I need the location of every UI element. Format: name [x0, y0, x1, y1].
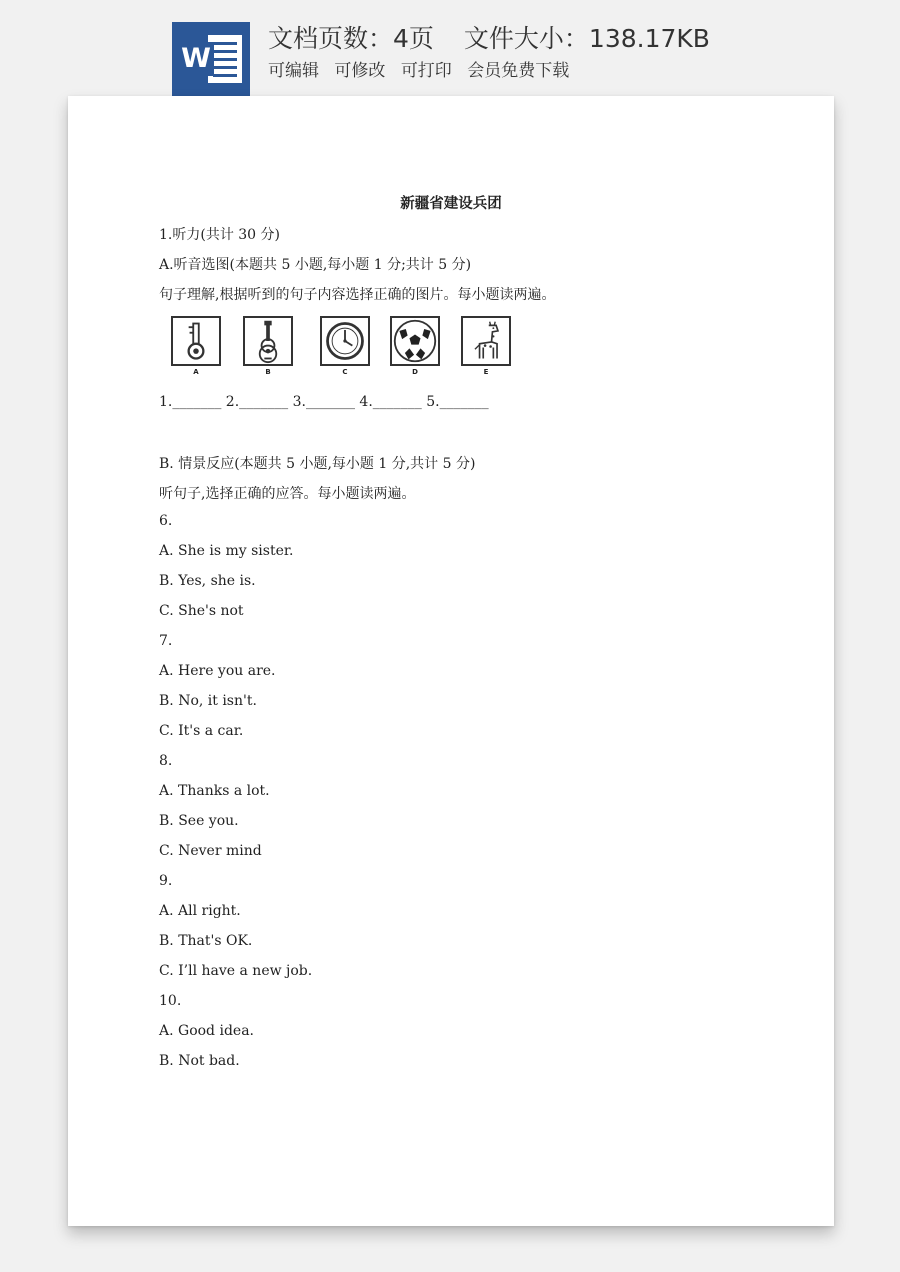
picture-c: [320, 316, 370, 366]
question-8-option-a: A. Thanks a lot.: [159, 783, 270, 799]
header-banner: [0, 0, 900, 96]
question-9-option-b: B. That's OK.: [159, 933, 253, 949]
guitar-icon: [245, 318, 291, 364]
word-letter: W: [178, 42, 214, 76]
clock-icon: [322, 318, 368, 364]
question-7-option-c: C. It's a car.: [159, 723, 244, 739]
question-6-option-a: A. She is my sister.: [159, 543, 294, 559]
picture-a-label: A: [193, 368, 199, 376]
file-size: 文件大小：138.17KB: [463, 24, 710, 53]
document-title: 新疆省建设兵团: [400, 195, 502, 212]
feature-editable: 可编辑: [268, 61, 319, 81]
part-a-heading: A.听音选图(本题共 5 小题,每小题 1 分;共计 5 分): [159, 257, 472, 273]
question-9-option-a: A. All right.: [159, 903, 241, 919]
question-8-option-c: C. Never mind: [159, 843, 262, 859]
key-icon: [173, 318, 219, 364]
picture-b: [243, 316, 293, 366]
section-listening-heading: 1.听力(共计 30 分): [159, 227, 280, 243]
question-6-number: 6.: [159, 513, 173, 529]
feature-printable: 可打印: [400, 61, 452, 81]
question-6-option-b: B. Yes, she is.: [159, 573, 256, 589]
question-7-option-b: B. No, it isn't.: [159, 693, 257, 709]
answer-blanks-1-5: 1._______ 2._______ 3._______ 4._______ 5._______: [159, 394, 489, 410]
part-a-instruction: 句子理解,根据听到的句子内容选择正确的图片。每小题读两遍。: [159, 287, 556, 303]
question-8-option-b: B. See you.: [159, 813, 239, 829]
question-7-option-a: A. Here you are.: [159, 663, 276, 679]
feature-modifiable: 可修改: [334, 61, 386, 81]
giraffe-icon: [463, 318, 509, 364]
question-10-option-a: A. Good idea.: [159, 1023, 254, 1039]
picture-d: [390, 316, 440, 366]
question-6-option-c: C. She's not: [159, 603, 244, 619]
doc-info-line: [268, 19, 710, 55]
question-10-option-b: B. Not bad.: [159, 1053, 240, 1069]
document-page: [68, 96, 834, 1226]
picture-b-label: B: [265, 368, 271, 376]
feature-member-download: 会员免费下载: [467, 61, 570, 81]
question-9-option-c: C. I’ll have a new job.: [159, 963, 313, 979]
question-7-number: 7.: [159, 633, 173, 649]
picture-a: [171, 316, 221, 366]
picture-e: [461, 316, 511, 366]
question-9-number: 9.: [159, 873, 173, 889]
picture-c-label: C: [342, 368, 348, 376]
picture-e-label: E: [483, 368, 489, 376]
feature-list: [268, 56, 579, 81]
question-8-number: 8.: [159, 753, 173, 769]
page-count: 文档页数：4页: [268, 24, 434, 53]
part-b-instruction: 听句子,选择正确的应答。每小题读两遍。: [159, 486, 416, 502]
picture-d-label: D: [412, 368, 418, 376]
part-b-heading: B. 情景反应(本题共 5 小题,每小题 1 分,共计 5 分): [159, 456, 476, 472]
picture-options: [171, 316, 521, 378]
word-logo-icon: [172, 22, 250, 96]
football-icon: [392, 318, 438, 364]
question-10-number: 10.: [159, 993, 182, 1009]
